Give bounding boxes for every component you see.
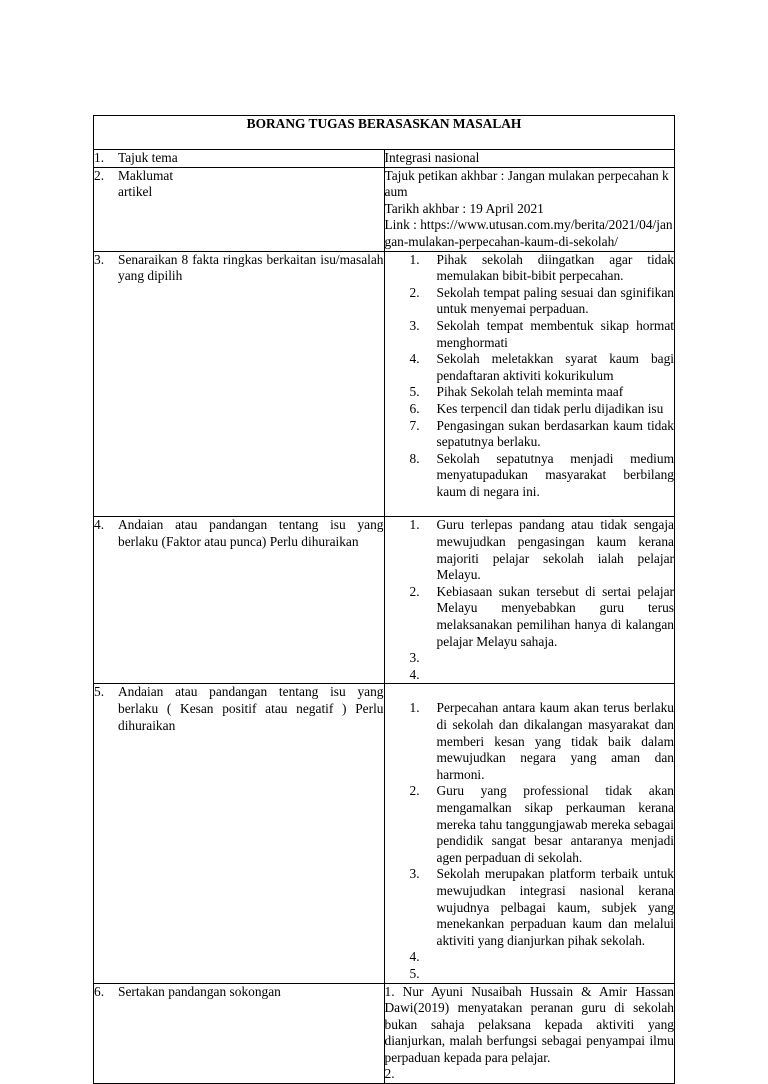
list-item: 4.	[409, 949, 420, 965]
row-value	[384, 251, 675, 517]
row-label-text: Tajuk tema	[118, 150, 178, 165]
row-label	[94, 684, 385, 983]
article-date: Tarikh akhbar : 19 April 2021	[384, 200, 544, 216]
problem-task-form	[93, 115, 675, 1084]
row-label-text: Andaian atau pandangan tentang isu yang berlaku (Faktor atau punca) Perlu dihuraikan	[118, 517, 384, 550]
list-item: 2. Guru yang professional tidak akan mengamalkan sikap perkauman kerana mereka tahu tanggungjawab mereka sebagai pendidik sangat besar antaranya menjadi agen perpaduan di sekolah.	[409, 783, 674, 865]
list-item: 5.	[409, 965, 420, 981]
list-item: 7. Pengasingan sukan berdasarkan kaum tidak sepatutnya berlaku.	[409, 417, 674, 450]
row-label	[94, 251, 385, 517]
facts-list	[385, 252, 675, 501]
supporting-view-next: 2.	[384, 1066, 395, 1082]
row-value	[384, 684, 675, 983]
list-item: 4. Sekolah meletakkan syarat kaum bagi pendaftaran aktiviti kokurikulum	[409, 351, 674, 383]
list-item: 1. Perpecahan antara kaum akan terus berlaku di sekolah dan dikalangan masyarakat dan memberi kesan yang tidak baik dalam mewujudkan negara yang aman dan harmoni.	[409, 700, 674, 782]
table-row	[94, 167, 675, 251]
row-value	[384, 167, 675, 251]
row-label	[94, 517, 385, 684]
list-item: 8. Sekolah sepatutnya menjadi medium menyatupadukan masyarakat berbilang kaum di negara ini.	[409, 450, 674, 499]
row-label	[94, 167, 385, 251]
list-item: 1. Guru terlepas pandang atau tidak sengaja mewujudkan pengasingan kaum kerana majoriti pelajar sekolah ialah pelajar Melayu.	[409, 517, 674, 583]
row-number: 4.	[94, 517, 105, 533]
row-label-text: Andaian atau pandangan tentang isu yang berlaku ( Kesan positif atau negatif ) Perlu dihuraikan	[118, 684, 384, 733]
article-headline: Tajuk petikan akhbar : Jangan mulakan perpecahan kaum	[384, 167, 669, 200]
row-number: 2.	[94, 167, 105, 183]
row-number: 3.	[94, 251, 105, 267]
table-row	[94, 983, 675, 1084]
row-label-text: Sertakan pandangan sokongan	[118, 983, 281, 999]
row-label-text: Maklumat artikel	[118, 167, 174, 200]
row-value	[384, 517, 675, 684]
row-value: Integrasi nasional	[384, 150, 675, 168]
cause-list	[385, 517, 675, 683]
effect-list	[385, 700, 675, 982]
list-item: 6. Kes terpencil dan tidak perlu dijadikan isu	[409, 400, 664, 416]
row-number: 5.	[94, 684, 105, 700]
list-item: 5. Pihak Sekolah telah meminta maaf	[409, 384, 624, 400]
list-item: 3. Sekolah tempat membentuk sikap hormat menghormati	[409, 317, 674, 350]
row-label-text: Senaraikan 8 fakta ringkas berkaitan isu/masalah yang dipilih	[118, 251, 384, 284]
supporting-view: 1. Nur Ayuni Nusaibah Hussain & Amir Hassan Dawi(2019) menyatakan peranan guru di sekolah bukan sahaja pelaksana kepada aktiviti yang dianjurkan, malah berfungsi sebagai penyampai ilmu perpaduan kepada para pelajar.	[384, 983, 674, 1065]
row-number: 1.	[94, 150, 105, 165]
list-item: 4.	[409, 666, 420, 682]
form-title: BORANG TUGAS BERASASKAN MASALAH	[94, 116, 675, 150]
table-row	[94, 517, 675, 684]
table-row	[94, 251, 675, 517]
list-item: 2. Kebiasaan sukan tersebut di sertai pelajar Melayu menyebabkan guru terus melaksanakan pemilihan hanya di kalangan pelajar Melayu sahaja.	[409, 583, 674, 649]
list-item: 1. Pihak sekolah diingatkan agar tidak memulakan bibit-bibit perpecahan.	[409, 251, 674, 284]
row-value	[384, 983, 675, 1084]
list-item: 3. Sekolah merupakan platform terbaik untuk mewujudkan integrasi nasional kerana wujudnya pelbagai kaum, subjek yang menekankan perpaduan kaum dan melalui aktiviti yang dianjurkan pihak sekolah.	[409, 866, 674, 948]
list-item: 3.	[409, 650, 420, 666]
table-row	[94, 150, 675, 168]
row-label	[94, 150, 385, 168]
table-row	[94, 684, 675, 983]
row-number: 6.	[94, 983, 105, 999]
article-link[interactable]: Link : https://www.utusan.com.my/berita/2021/04/jangan-mulakan-perpecahan-kaum-di-sekolah/	[384, 217, 673, 249]
list-item: 2. Sekolah tempat paling sesuai dan sginifikan untuk menyemai perpaduan.	[409, 284, 674, 317]
row-label	[94, 983, 385, 1084]
title-row	[94, 116, 675, 150]
